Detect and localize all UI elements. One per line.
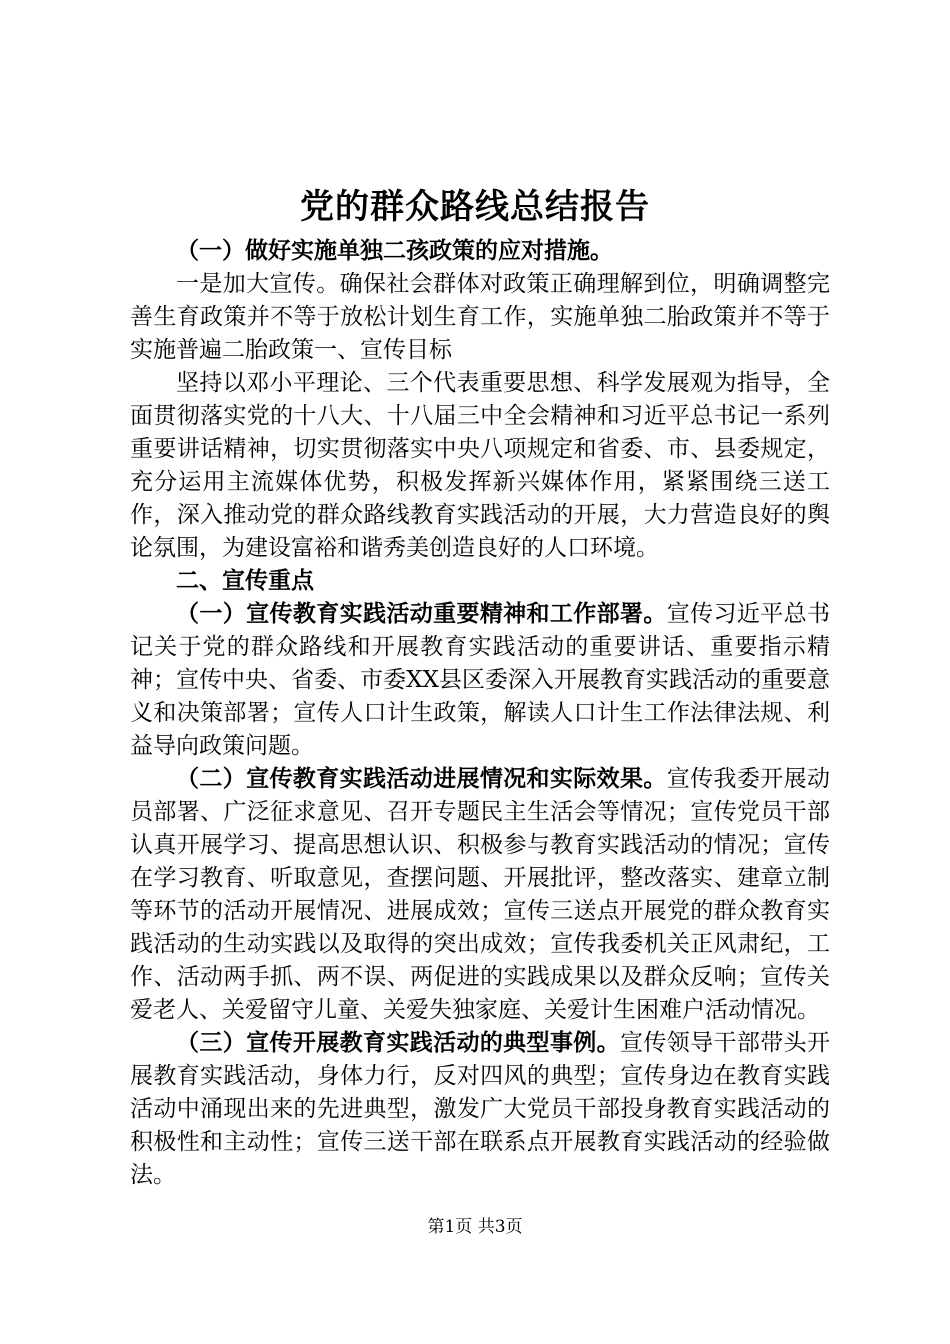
section-progress-body: 宣传我委开展动员部署、广泛征求意见、召开专题民主生活会等情况；宣传党员干部认真开展学习、提高思想认识、积极参与教育实践活动的情况；宣传在学习教育、听取意见，查摆问题、开展批评，整改落实、建章立制等环节的活动开展情况、进展成效；宣传三送点开展党的群众教育实践活动的生动实践以及取得的突出成效；宣传我委机关正风肃纪，工作、活动两手抓、两不误、两促进的实践成果以及群众反响；宣传关爱老人、关爱留守儿童、关爱失独家庭、关爱计生困难户活动情况。	[130, 766, 831, 1023]
section-examples	[130, 1027, 830, 1192]
document-body	[130, 235, 830, 1192]
page-footer: 第1页 共3页	[427, 1217, 523, 1237]
section-examples-body: 宣传领导干部带头开展教育实践活动，身体力行，反对四风的典型；宣传身边在教育实践活动中涌现出来的先进典型，激发广大党员干部投身教育实践活动的积极性和主动性；宣传三送干部在联系点开展教育实践活动的经验做法。	[130, 1030, 831, 1188]
paragraph-publicity: 一是加大宣传。确保社会群体对政策正确理解到位，明确调整完善生育政策并不等于放松计划生育工作，实施单独二胎政策并不等于实施普遍二胎政策一、宣传目标	[130, 271, 830, 363]
section-examples-lead: （三）宣传开展教育实践活动的典型事例。	[176, 1030, 621, 1056]
section-spirit	[130, 598, 830, 763]
heading-focus: 二、宣传重点	[176, 568, 314, 594]
section-spirit-body: 宣传习近平总书记关于党的群众路线和开展教育实践活动的重要讲话、重要指示精神；宣传中央、省委、市委XX县区委深入开展教育实践活动的重要意义和决策部署；宣传人口计生政策，解读人口计生工作法律法规、利益导向政策问题。	[130, 601, 831, 759]
paragraph-goal: 坚持以邓小平理论、三个代表重要思想、科学发展观为指导，全面贯彻落实党的十八大、十八届三中全会精神和习近平总书记一系列重要讲话精神，切实贯彻落实中央八项规定和省委、市、县委规定，充分运用主流媒体优势，积极发挥新兴媒体作用，紧紧围绕三送工作，深入推动党的群众路线教育实践活动的开展，大力营造良好的舆论氛围，为建设富裕和谐秀美创造良好的人口环境。	[130, 370, 830, 561]
heading-measures: （一）做好实施单独二孩政策的应对措施。	[176, 238, 613, 264]
section-spirit-lead: （一）宣传教育实践活动重要精神和工作部署。	[176, 601, 667, 627]
section-progress-lead: （二）宣传教育实践活动进展情况和实际效果。	[176, 766, 667, 792]
section-progress	[130, 763, 830, 1027]
document-title: 党的群众路线总结报告	[300, 187, 650, 227]
